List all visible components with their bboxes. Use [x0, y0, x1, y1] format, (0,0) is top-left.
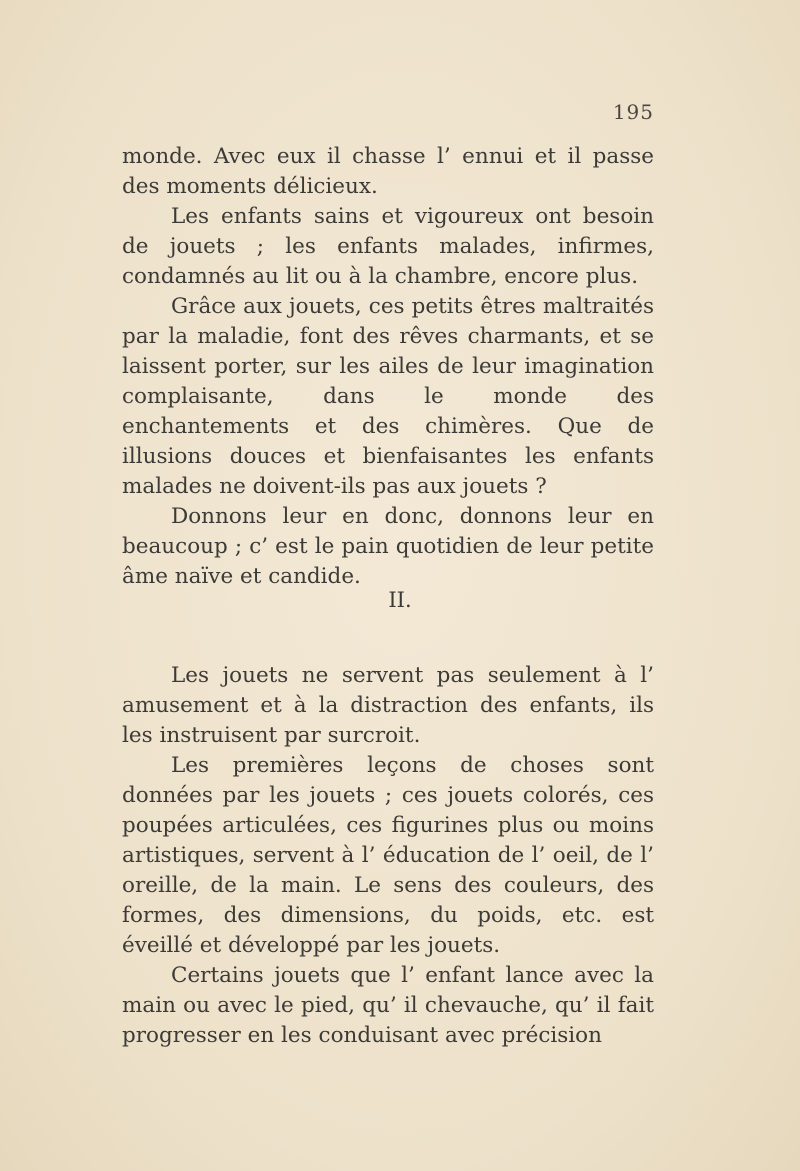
- section-1-text: [122, 142, 654, 592]
- paragraph: Les jouets ne servent pas seulement à l’ amusement et à la distraction des enfants, ils les instruisent par surcroit.: [122, 663, 654, 748]
- section-heading: II.: [388, 588, 412, 612]
- section-2-text: [122, 661, 654, 1051]
- paragraph-continuation: monde. Avec eux il chasse l’ ennui et il passe des moments délicieux.: [122, 144, 654, 199]
- paragraph: Les premières leçons de choses sont données par les jouets ; ces jouets colorés, ces poupées articulées, ces figurines plus ou moins artistiques, servent à l’ éducation de l’ oeil, de l’ oreille, de la main. Le sens des couleurs, des formes, des dimensions, du poids, etc. est éveillé et développé par les jouets.: [122, 753, 654, 958]
- paragraph: Donnons leur en donc, donnons leur en beaucoup ; c’ est le pain quotidien de leur petite âme naïve et candide.: [122, 504, 654, 589]
- paragraph: Les enfants sains et vigoureux ont besoin de jouets ; les enfants malades, infirmes, condamnés au lit ou à la chambre, encore plus.: [122, 204, 654, 289]
- page-number: 195: [612, 100, 654, 124]
- paragraph: Certains jouets que l’ enfant lance avec la main ou avec le pied, qu’ il chevauche, qu’ il fait progresser en les conduisant avec précision: [122, 963, 654, 1048]
- paragraph: Grâce aux jouets, ces petits êtres maltraités par la maladie, font des rêves charmants, et se laissent porter, sur les ailes de leur imagination complaisante, dans le monde des enchantements et des chimères. Que de illusions douces et bienfaisantes les enfants malades ne doivent-ils pas aux jouets ?: [122, 294, 654, 499]
